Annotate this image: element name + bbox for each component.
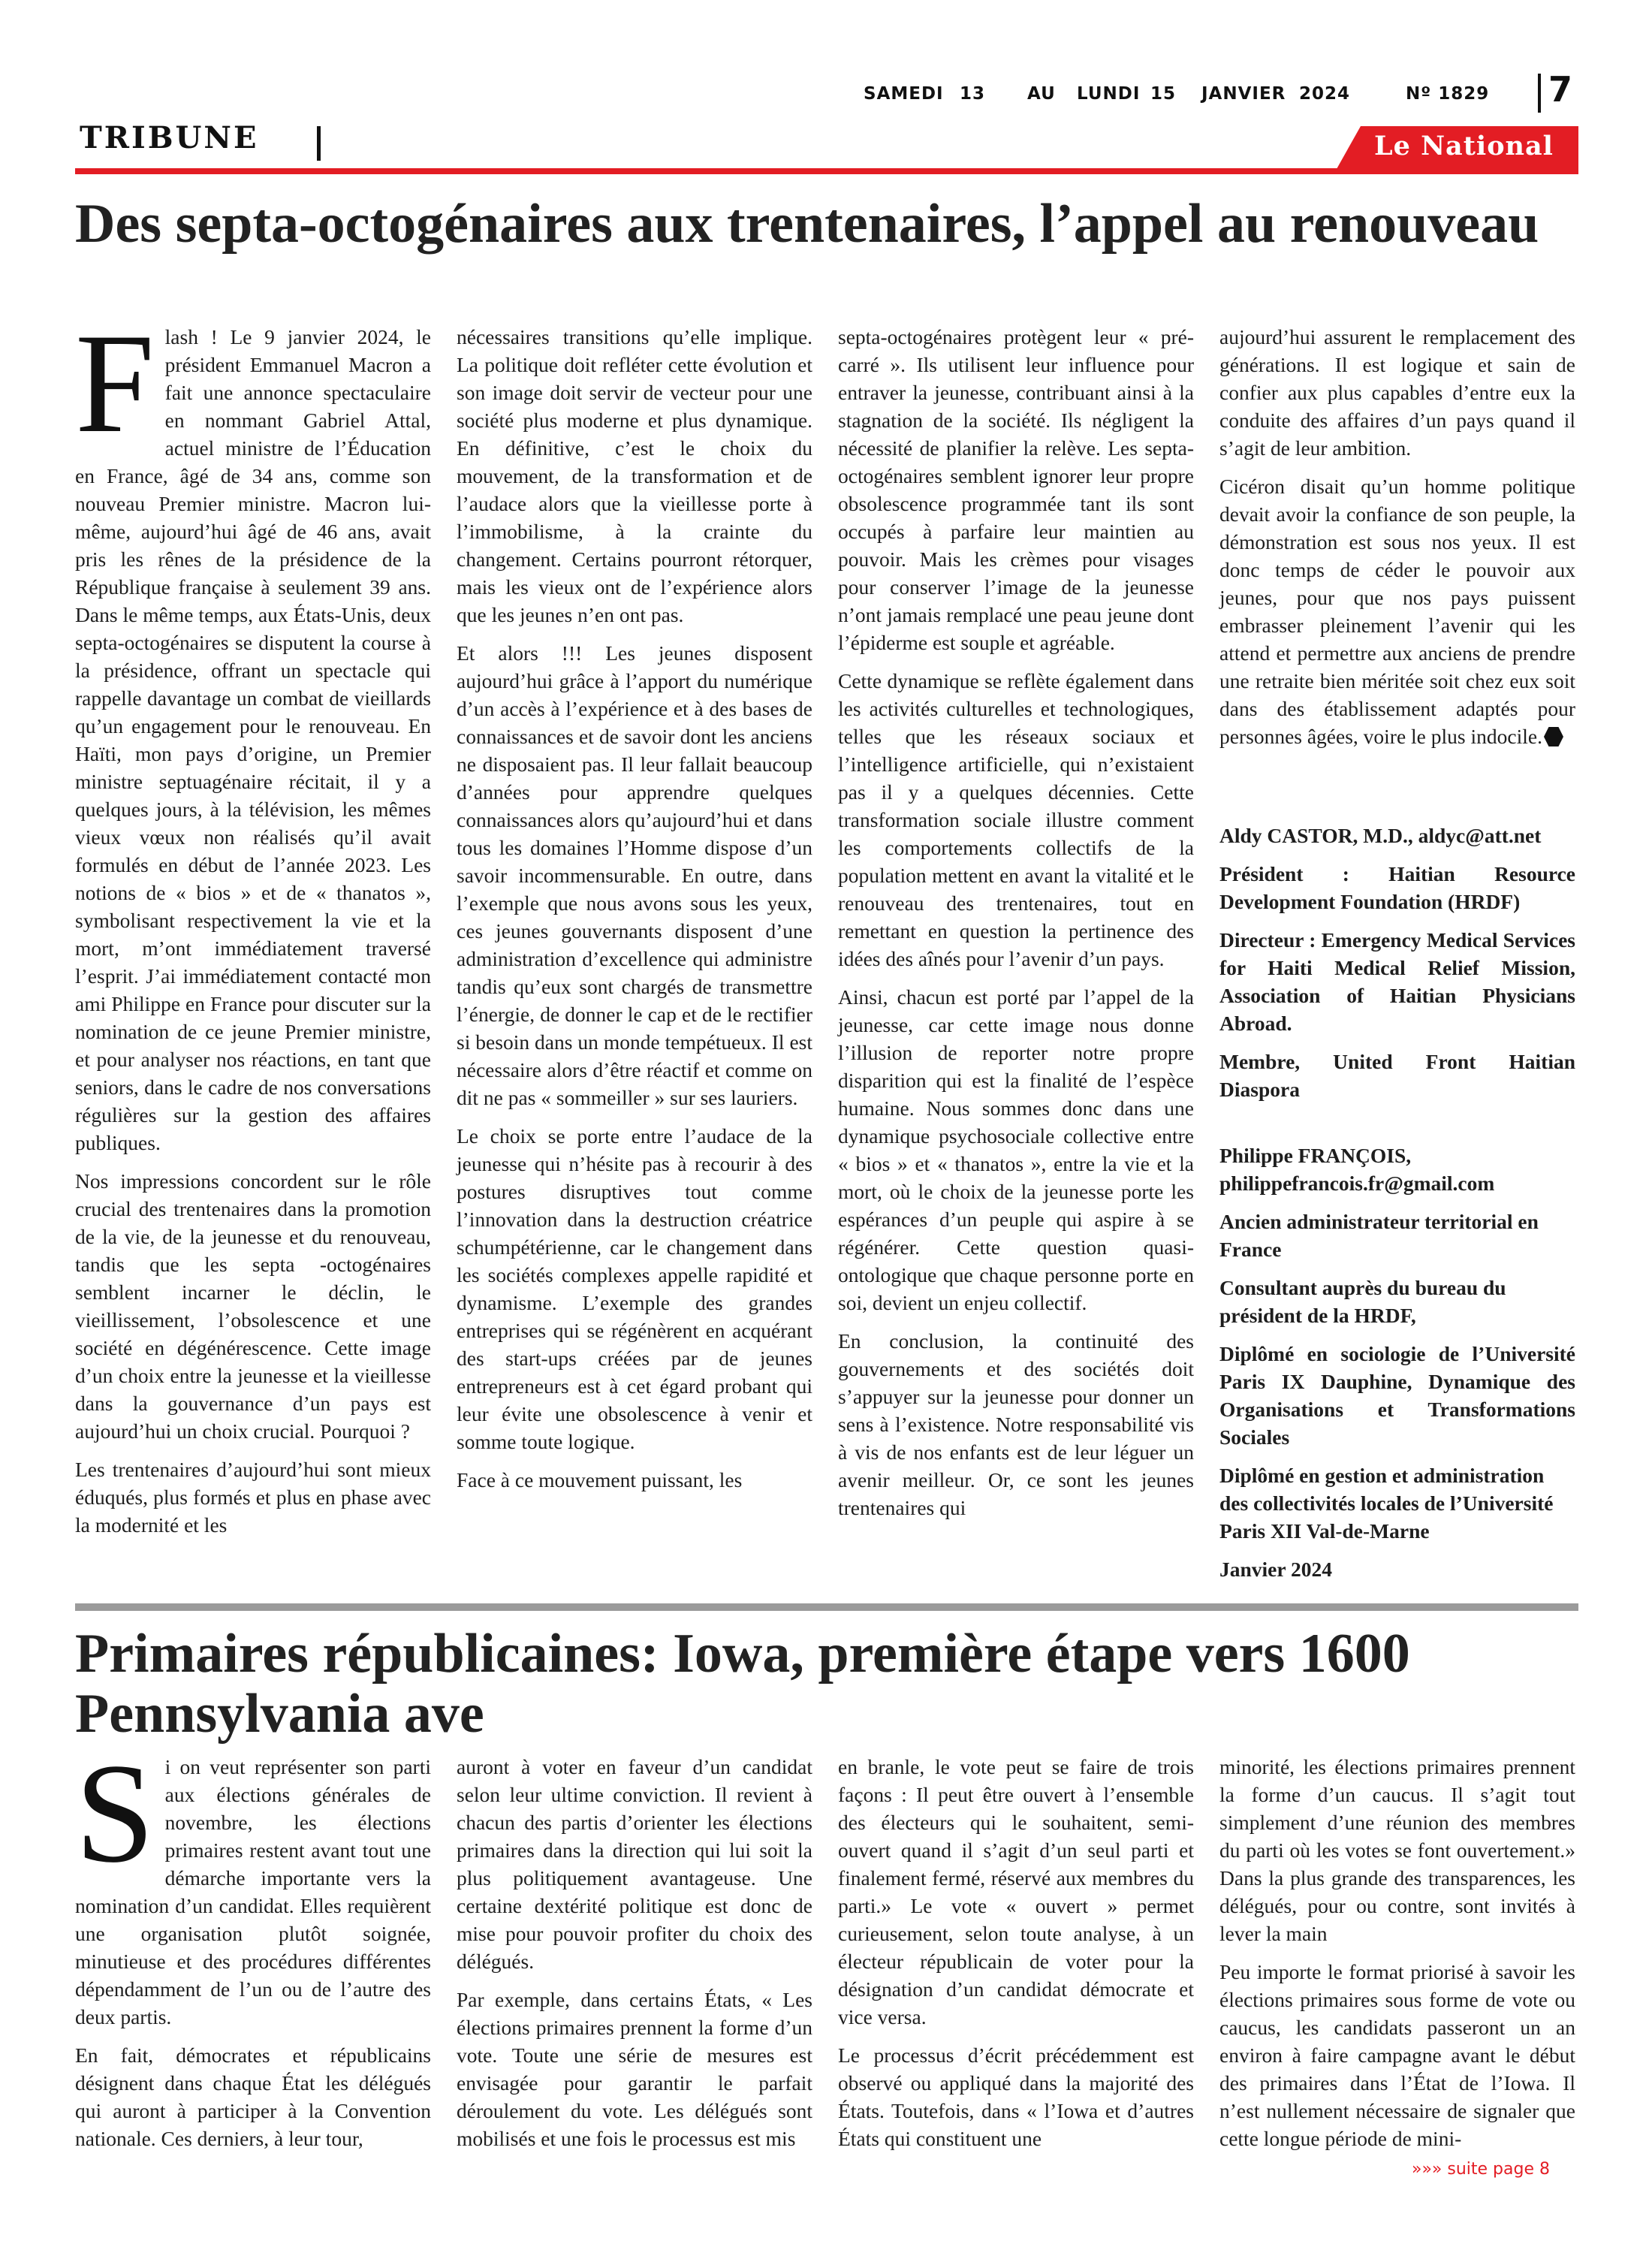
issue-number: Nº 1829 (1406, 84, 1490, 104)
article-1-column-4 (1219, 323, 1575, 750)
paragraph: nécessaires transitions qu’elle implique. La politique doit refléter cette évolution et son image doit servir de vecteur pour une société plus moderne et plus dynamique. En définitive, c’est le choix du mouvement, de la transformation et de l’audace alors que la vieillesse porte à l’immobilisme, à la crainte du changement. Certains pourront rétorquer, mais les vieux ont de l’expérience alors que les jeunes n’en ont pas. (457, 325, 812, 626)
drop-cap: S (75, 1735, 155, 1893)
article-1-column-3 (838, 323, 1194, 1522)
author-title: Consultant auprès du bureau du président de la HRDF, (1219, 1276, 1506, 1327)
drop-cap: F (75, 305, 155, 463)
paragraph: Si on veut représenter son parti aux élections générales de novembre, les élections primaires restent avant tout une démarche importante vers la nomination d’un candidat. Elles requièrent une organisation plutôt soignée, minutieuse et des procédures différentes dépendamment de l’un ou de l’autre des deux partis. (75, 1735, 431, 2028)
paragraph: Cicéron disait qu’un homme politique devait avoir la confiance de son peuple, la démonstration est sous nos yeux. Il est donc temps de céder le pouvoir aux jeunes, pour que nos pays puissent embrasser pleinement l’avenir qui les attend et permettre aux anciens de prendre une retraite bien méritée soit chez eux soit dans des établissement adaptés pour personnes âgées, voire le plus indocile. (1219, 475, 1575, 748)
article-date: Janvier 2024 (1219, 1558, 1332, 1581)
author-title: Diplômé en sociologie de l’Université Paris IX Dauphine, Dynamique des Organisations et Transformations Sociales (1219, 1342, 1575, 1449)
dateline-day: SAMEDI (864, 84, 944, 104)
paragraph: Ainsi, chacun est porté par l’appel de la jeunesse, car cette image nous donne l’illusion de reporter notre propre disparition qui est la finalité de l’espèce humaine. Nous sommes donc dans une dynamique psychosociale collective entre « bios » et « thanatos », entre la vie et la mort, où le choix de la jeunesse porte les espérances d’un peuple qui aspire à se régénérer. Cette question quasi-ontologique que chaque personne porte en soi, devient un enjeu collectif. (838, 985, 1194, 1314)
section-label: TRIBUNE (80, 120, 259, 155)
paragraph: En conclusion, la continuité des gouvernements et des sociétés doit s’appuyer sur la jeunesse pour donner un sens à l’existence. Notre responsabilité vis à vis de nos enfants est de leur léguer un avenir meilleur. Or, ce sont les jeunes trentenaires qui (838, 1329, 1194, 1519)
paragraph: Les trentenaires d’aujourd’hui sont mieux éduqués, plus formés et plus en phase avec la modernité et les (75, 1458, 431, 1537)
dateline-au: AU (1027, 84, 1056, 104)
paragraph: Le choix se porte entre l’audace de la jeunesse qui n’hésite pas à recourir à des postures disruptives tout comme l’innovation dans la destruction créatrice schumpétérienne, car le changement dans les sociétés complexes appelle rapidité et dynamisme. L’exemple des grandes entreprises qui se régénèrent en acquérant des start-ups créées par de jeunes entrepreneurs est à cet égard probant qui leur évite une obsolescence à venir et somme toute logique. (457, 1124, 812, 1453)
author-title: Ancien administrateur territorial en France (1219, 1210, 1539, 1261)
article-divider (75, 1603, 1578, 1611)
paragraph: septa-octogénaires protègent leur « pré-carré ». Ils utilisent leur influence pour entraver la jeunesse, contribuant ainsi à la stagnation de la société. Ils négligent la nécessité de planifier la relève. Les septa-octogénaires semblent ignorer leur propre obsolescence programmée tant ils sont occupés à parfaire leur maintien au pouvoir. Mais les crèmes pour visages pour conserver l’image de la jeunesse n’ont jamais remplacé une peau jeune dont l’épiderme est souple et agréable. (838, 325, 1194, 654)
dateline-day-end: LUNDI (1077, 84, 1141, 104)
page-number-divider (1538, 74, 1541, 113)
paragraph: en branle, le vote peut se faire de trois façons : Il peut être ouvert à l’ensemble des électeurs qui le souhaitent, semi-ouvert quand il s’agit d’un seul parti et finalement fermé, réservé aux membres du parti.» Le vote « ouvert » permet curieusement, selon toute analyse, à un électeur républicain de voter pour la désignation d’un candidat démocrate et vice versa. (838, 1755, 1194, 2028)
paragraph: aujourd’hui assurent le remplacement des générations. Il est logique et sain de confier aux plus capables d’entre eux la conduite des affaires d’un pays quand il s’agit de leur ambition. (1219, 325, 1575, 460)
author-title: Diplômé en gestion et administration des collectivités locales de l’Université Paris XII Val-de-Marne (1219, 1464, 1554, 1543)
dateline-date-start: 13 (960, 84, 986, 104)
author-title: Président : Haitian Resource Development Foundation (HRDF) (1219, 862, 1575, 913)
article-2-headline: Primaires républicaines: Iowa, première étape vers 1600 Pennsylvania ave (75, 1623, 1410, 1745)
hexagon-end-mark-icon (1544, 727, 1563, 746)
author-2-signature (1219, 1142, 1575, 1583)
author-title: Directeur : Emergency Medical Services for Haiti Medical Relief Mission, Association of Haitian Physicians Abroad. (1219, 928, 1575, 1035)
author-name: Aldy CASTOR, M.D., aldyc@att.net (1219, 824, 1542, 847)
paragraph: auront à voter en faveur d’un candidat selon leur ultime conviction. Il revient à chacun des partis d’orienter les élections primaires dans la direction qui lui soit la plus politiquement avantageuse. Une certaine dextérité politique est donc de mise pour pouvoir profiter du choix des délégués. (457, 1755, 812, 1973)
paragraph: Nos impressions concordent sur le rôle crucial des trentenaires dans la promotion de la vie, de la jeunesse et du renouveau, tandis que les septa -octogénaires semblent incarner le déclin, le vieillissement, l’obsolescence et une société en dégénérescence. Cette image d’un choix entre la jeunesse et la vieillesse dans la gouvernance d’un pays est aujourd’hui un choix crucial. Pourquoi ? (75, 1169, 431, 1443)
paragraph: minorité, les élections primaires prennent la forme d’un caucus. Il s’agit tout simplement d’une réunion des membres du parti où les votes se font ouvertement.» Dans la plus grande des transparences, les délégués, pour ou contre, sont invités à lever la main (1219, 1755, 1575, 1945)
section-divider (317, 126, 321, 161)
author-1-signature (1219, 822, 1575, 1103)
dateline-year: 2024 (1299, 84, 1351, 104)
paragraph: Flash ! Le 9 janvier 2024, le président Emmanuel Macron a fait une annonce spectaculaire en nommant Gabriel Attal, actuel ministre de l’Éducation en France, âgé de 34 ans, comme son nouveau Premier ministre. Macron lui-même, aujourd’hui âgé de 46 ans, avait pris les rênes de la présidence de la République française à seulement 39 ans. Dans le même temps, aux États-Unis, deux septa-octogénaires se disputent la course à la présidence, offrant un spectacle qui rappelle davantage un combat de vieillards qu’un engagement pour le renouveau. En Haïti, mon pays d’origine, un Premier ministre septuagénaire récitait, il y a quelques jours, à la télévision, les mêmes vieux vœux non réalisés qu’il avait formulés en début de l’année 2023. Les notions de « bios » et de « thanatos », symbolisant respectivement la vie et la mort, m’ont immédiatement traversé l’esprit. J’ai immédiatement contacté mon ami Philippe en France pour discuter sur la nomination de ce jeune Premier ministre, et pour analyser nos réactions, en tant que seniors, dans le cadre de nos conversations régulières sur la gestion des affaires publiques. (75, 305, 431, 1154)
paragraph: Et alors !!! Les jeunes disposent aujourd’hui grâce à l’apport du numérique d’un accès à l’expérience et à des bases de connaissances et de savoir dont les anciens ne disposaient pas. Il leur fallait beaucoup d’années pour apprendre quelques connaissances alors qu’aujourd’hui et dans tous les domaines l’Homme dispose d’un savoir incommensurable. En outre, dans l’exemple que nous avons sous les yeux, ces jeunes gouvernants disposent d’une administration d’excellence qui administre tandis qu’eux sont chargés de transmettre l’énergie, de donner le cap et de le rectifier si besoin dans un monde tempétueux. Il est nécessaire alors d’être réactif et comme on dit ne pas « sommeiller » sur ses lauriers. (457, 641, 812, 1109)
continued-on-page-link[interactable]: »»» suite page 8 (1412, 2160, 1550, 2179)
article-2-column-1 (75, 1735, 431, 2152)
paragraph: Peu importe le format priorisé à savoir les élections primaires sous forme de vote ou caucus, les candidats passeront un an environ à faire campagne avant le début des primaires dans l’État de l’Iowa. Il n’est nullement nécessaire de signaler que cette longue période de mini- (1219, 1960, 1575, 2150)
article-1-headline: Des septa-octogénaires aux trentenaires, l’appel au renouveau (75, 193, 1539, 255)
author-title: Membre, United Front Haitian Diaspora (1219, 1050, 1575, 1101)
paragraph: Par exemple, dans certains États, « Les élections primaires prennent la forme d’un vote. Toute une série de mesures est envisagée pour garantir le parfait déroulement du vote. Les délégués sont mobilisés et une fois le processus est mis (457, 1988, 812, 2150)
page-number: 7 (1548, 69, 1573, 110)
dateline (864, 84, 1524, 114)
paragraph: En fait, démocrates et républicains désignent dans chaque État les délégués qui auront à participer à la Convention nationale. Ces derniers, à leur tour, (75, 2043, 431, 2150)
dateline-month: JANVIER (1201, 84, 1286, 104)
dateline-date-end: 15 (1150, 84, 1177, 104)
article-1-column-1 (75, 305, 431, 1539)
paragraph: Face à ce mouvement puissant, les (457, 1468, 743, 1491)
article-1-column-2 (457, 323, 812, 1494)
article-2-column-4 (1219, 1753, 1575, 2152)
brand-name: Le National (1374, 131, 1554, 161)
article-2-column-2 (457, 1753, 812, 2152)
paragraph: Cette dynamique se reflète également dans les activités culturelles et technologiques, telles que les réseaux sociaux et l’intelligence artificielle, qui n’existaient pas il y a quelques décennies. Cette transformation sociale illustre comment les comportements collectifs de la population mettent en avant la vitalité et le renouveau des trentenaires, tout en remettant en question la pertinence des idées des aînés pour l’avenir d’un pays. (838, 669, 1194, 970)
paragraph: Le processus d’écrit précédemment est observé ou appliqué dans la majorité des États. Toutefois, dans « l’Iowa et d’autres États qui constituent une (838, 2043, 1194, 2150)
article-2-column-3 (838, 1753, 1194, 2152)
author-name: Philippe FRANÇOIS, philippefrancois.fr@gmail.com (1219, 1144, 1495, 1195)
